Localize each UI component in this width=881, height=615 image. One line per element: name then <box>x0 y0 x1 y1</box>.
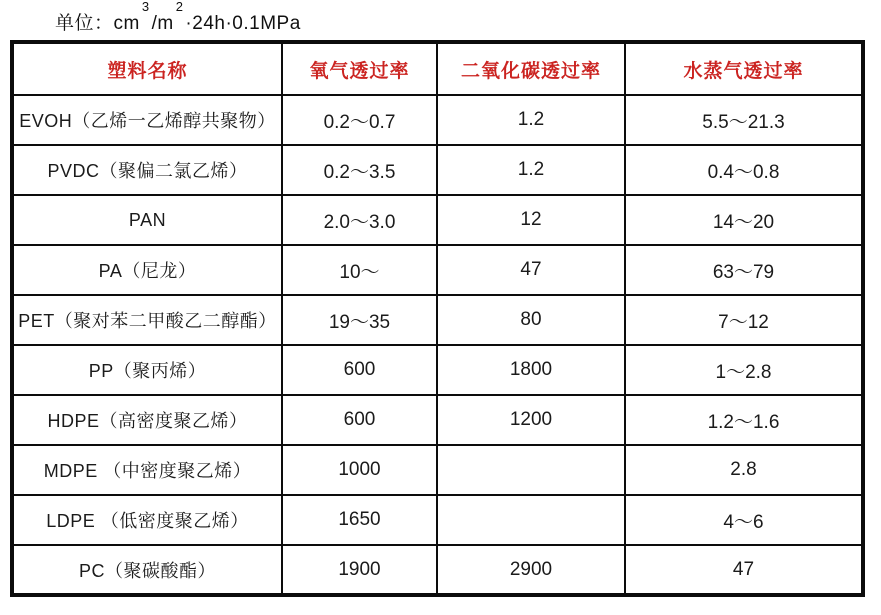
cell-material-name: PET（聚对苯二甲酸乙二醇酯） <box>12 295 282 345</box>
column-header: 塑料名称 <box>12 42 282 95</box>
cell-value: 0.2～0.7 <box>282 95 437 145</box>
table-body <box>12 95 863 595</box>
cell-material-name: EVOH（乙烯一乙烯醇共聚物） <box>12 95 282 145</box>
cell-material-name: PAN <box>12 195 282 245</box>
table-row <box>12 295 863 345</box>
cell-material-name: PP（聚丙烯） <box>12 345 282 395</box>
column-header: 氧气透过率 <box>282 42 437 95</box>
cell-material-name: MDPE （中密度聚乙烯） <box>12 445 282 495</box>
cell-value: 10～ <box>282 245 437 295</box>
cell-value: 63～79 <box>625 245 863 295</box>
cell-value: 1200 <box>437 395 625 445</box>
cell-value: 1000 <box>282 445 437 495</box>
table-row <box>12 145 863 195</box>
cell-value <box>437 495 625 545</box>
cell-value: 2.8 <box>625 445 863 495</box>
cell-material-name: LDPE （低密度聚乙烯） <box>12 495 282 545</box>
column-header: 水蒸气透过率 <box>625 42 863 95</box>
cell-value: 1650 <box>282 495 437 545</box>
cell-value: 1.2 <box>437 95 625 145</box>
cell-value: 80 <box>437 295 625 345</box>
table-row <box>12 195 863 245</box>
table-row <box>12 345 863 395</box>
cell-material-name: PVDC（聚偏二氯乙烯） <box>12 145 282 195</box>
cell-value: 14～20 <box>625 195 863 245</box>
cell-value: 600 <box>282 345 437 395</box>
column-header: 二氧化碳透过率 <box>437 42 625 95</box>
table-header <box>12 42 863 95</box>
table-row <box>12 395 863 445</box>
cell-value: 1～2.8 <box>625 345 863 395</box>
cell-value: 12 <box>437 195 625 245</box>
unit-superscript-2: 2 <box>175 0 184 14</box>
table-row <box>12 95 863 145</box>
cell-value: 600 <box>282 395 437 445</box>
cell-value: 4～6 <box>625 495 863 545</box>
cell-value: 0.2～3.5 <box>282 145 437 195</box>
table-row <box>12 545 863 595</box>
unit-superscript-3: 3 <box>141 0 150 14</box>
unit-caption <box>55 0 301 35</box>
cell-value: 1.2～1.6 <box>625 395 863 445</box>
cell-material-name: PC（聚碳酸酯） <box>12 545 282 595</box>
cell-value: 2900 <box>437 545 625 595</box>
table-row <box>12 495 863 545</box>
cell-value: 2.0～3.0 <box>282 195 437 245</box>
header-row <box>12 42 863 95</box>
cell-value: 0.4～0.8 <box>625 145 863 195</box>
table-row <box>12 445 863 495</box>
unit-base1: cm <box>113 13 140 34</box>
table-row <box>12 245 863 295</box>
cell-value: 47 <box>625 545 863 595</box>
cell-value: 1.2 <box>437 145 625 195</box>
cell-value: 1800 <box>437 345 625 395</box>
cell-value: 1900 <box>282 545 437 595</box>
unit-base2: /m <box>151 13 174 34</box>
cell-value: 7～12 <box>625 295 863 345</box>
cell-value: 47 <box>437 245 625 295</box>
cell-material-name: HDPE（高密度聚乙烯） <box>12 395 282 445</box>
unit-label: 单位： <box>55 13 114 34</box>
cell-value <box>437 445 625 495</box>
permeability-table <box>10 40 865 597</box>
cell-material-name: PA（尼龙） <box>12 245 282 295</box>
unit-rest: ·24h·0.1MPa <box>185 13 301 34</box>
cell-value: 5.5～21.3 <box>625 95 863 145</box>
cell-value: 19～35 <box>282 295 437 345</box>
